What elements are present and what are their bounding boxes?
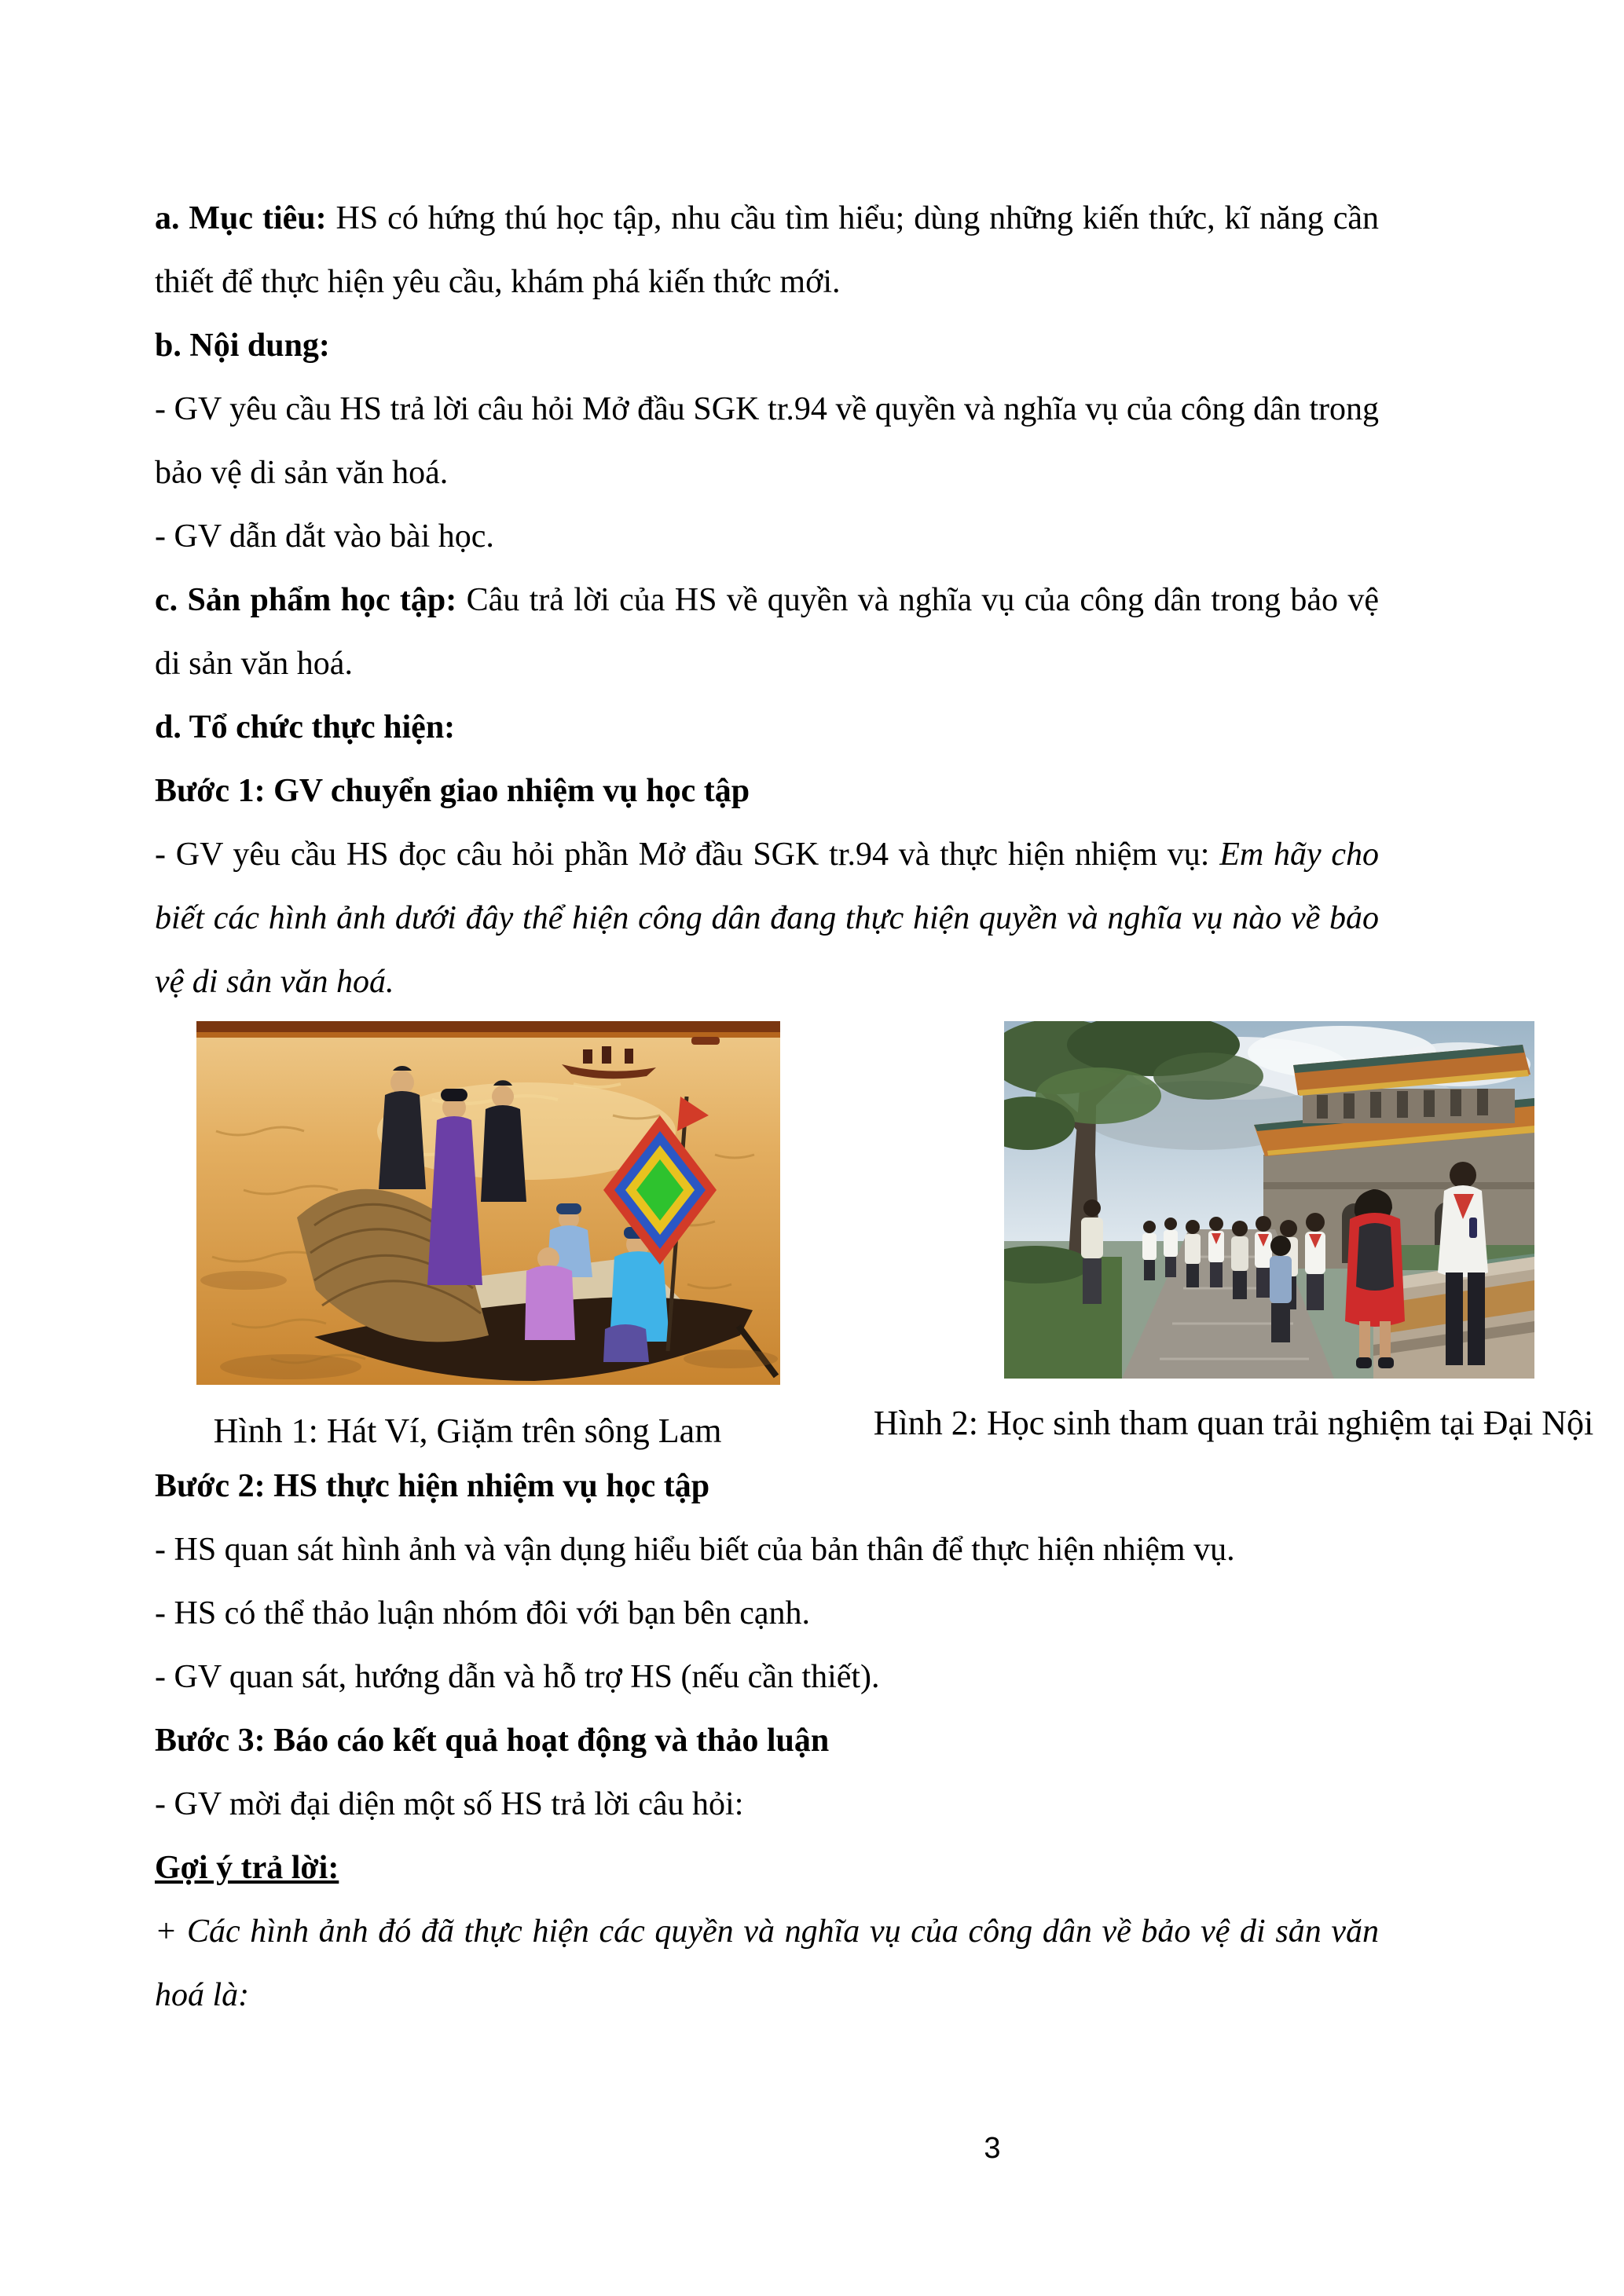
buoc3-item1: - GV mời đại diện một số HS trả lời câu hỏi: — [155, 1786, 744, 1822]
san-pham-text: Câu trả lời của HS về quyền và nghĩa vụ của công dân trong bảo vệ di sản văn hoá. — [155, 582, 1379, 682]
paragraph-buoc2-item1 — [155, 1518, 1379, 1582]
paragraph-noi-dung-heading — [155, 314, 1379, 378]
paragraph-buoc2-item3 — [155, 1646, 1379, 1709]
students-at-dai-noi-illustration — [1004, 1021, 1534, 1379]
paragraph-noi-dung-item1 — [155, 378, 1379, 505]
lesson-plan-upper-text — [155, 187, 1379, 1014]
backpack — [1356, 1223, 1394, 1291]
paragraph-noi-dung-item2 — [155, 505, 1379, 569]
buoc1-heading: Bước 1: GV chuyển giao nhiệm vụ học tập — [155, 773, 750, 809]
noi-dung-item1: - GV yêu cầu HS trả lời câu hỏi Mở đầu SGK tr.94 về quyền và nghĩa vụ của công dân trong bảo vệ di sản văn hoá. — [155, 391, 1379, 491]
buoc3-heading: Bước 3: Báo cáo kết quả hoạt động và thảo luận — [155, 1723, 830, 1759]
figure2-photo — [1004, 1021, 1534, 1379]
buoc2-item1: - HS quan sát hình ảnh và vận dụng hiểu biết của bản thân để thực hiện nhiệm vụ. — [155, 1532, 1235, 1568]
muc-tieu-label: a. Mục tiêu: — [155, 200, 327, 236]
paragraph-goi-y-heading — [155, 1836, 1379, 1900]
buoc2-heading: Bước 2: HS thực hiện nhiệm vụ học tập — [155, 1468, 710, 1504]
paragraph-buoc2-heading — [155, 1455, 1379, 1518]
goi-y-item1: + Các hình ảnh đó đã thực hiện các quyền và nghĩa vụ của công dân về bảo vệ di sản văn hoá là: — [155, 1913, 1379, 2013]
boat-on-lam-river-illustration — [196, 1021, 780, 1385]
paragraph-buoc2-item2 — [155, 1582, 1379, 1646]
paragraph-muc-tieu — [155, 187, 1379, 314]
goi-y-heading: Gợi ý trả lời: — [155, 1850, 339, 1886]
buoc2-item2: - HS có thể thảo luận nhóm đôi với bạn bên cạnh. — [155, 1595, 811, 1631]
san-pham-label: c. Sản phẩm học tập: — [155, 582, 457, 618]
paragraph-buoc3-heading — [155, 1709, 1379, 1773]
buoc2-item3: - GV quan sát, hướng dẫn và hỗ trợ HS (nếu cần thiết). — [155, 1659, 880, 1695]
page-number: 3 — [984, 2132, 1001, 2165]
noi-dung-label: b. Nội dung: — [155, 328, 330, 364]
noi-dung-item2: - GV dẫn dắt vào bài học. — [155, 518, 494, 555]
paragraph-buoc3-item1 — [155, 1773, 1379, 1836]
paragraph-goi-y-item1 — [155, 1900, 1379, 2027]
paragraph-san-pham — [155, 569, 1379, 696]
pink-costume — [525, 1265, 575, 1340]
figure2-caption: Hình 2: Học sinh tham quan trải nghiệm tại Đại Nội — [873, 1404, 1594, 1442]
buoc1-item-italic: Em hãy cho biết các hình ảnh dưới đây thể hiện công dân đang thực hiện quyền và nghĩa vụ nào về bảo vệ di sản văn hoá. — [155, 837, 1379, 1000]
muc-tieu-text: HS có hứng thú học tập, nhu cầu tìm hiểu; dùng những kiến thức, kĩ năng cần thiết để thực hiện yêu cầu, khám phá kiến thức mới. — [155, 200, 1379, 300]
figure1-caption: Hình 1: Hát Ví, Giặm trên sông Lam — [213, 1412, 722, 1450]
figures-row — [0, 1021, 1624, 1385]
paragraph-buoc1-item — [155, 823, 1379, 1014]
paragraph-buoc1-heading — [155, 760, 1379, 823]
paragraph-to-chuc — [155, 696, 1379, 760]
to-chuc-label: d. Tổ chức thực hiện: — [155, 709, 456, 745]
figure-captions — [0, 1403, 1624, 1458]
buoc1-item-normal: - GV yêu cầu HS đọc câu hỏi phần Mở đầu SGK tr.94 và thực hiện nhiệm vụ: — [155, 837, 1220, 873]
lesson-plan-lower-text — [155, 1455, 1379, 2027]
figure1-photo — [196, 1021, 780, 1385]
far-bank — [196, 1021, 780, 1032]
